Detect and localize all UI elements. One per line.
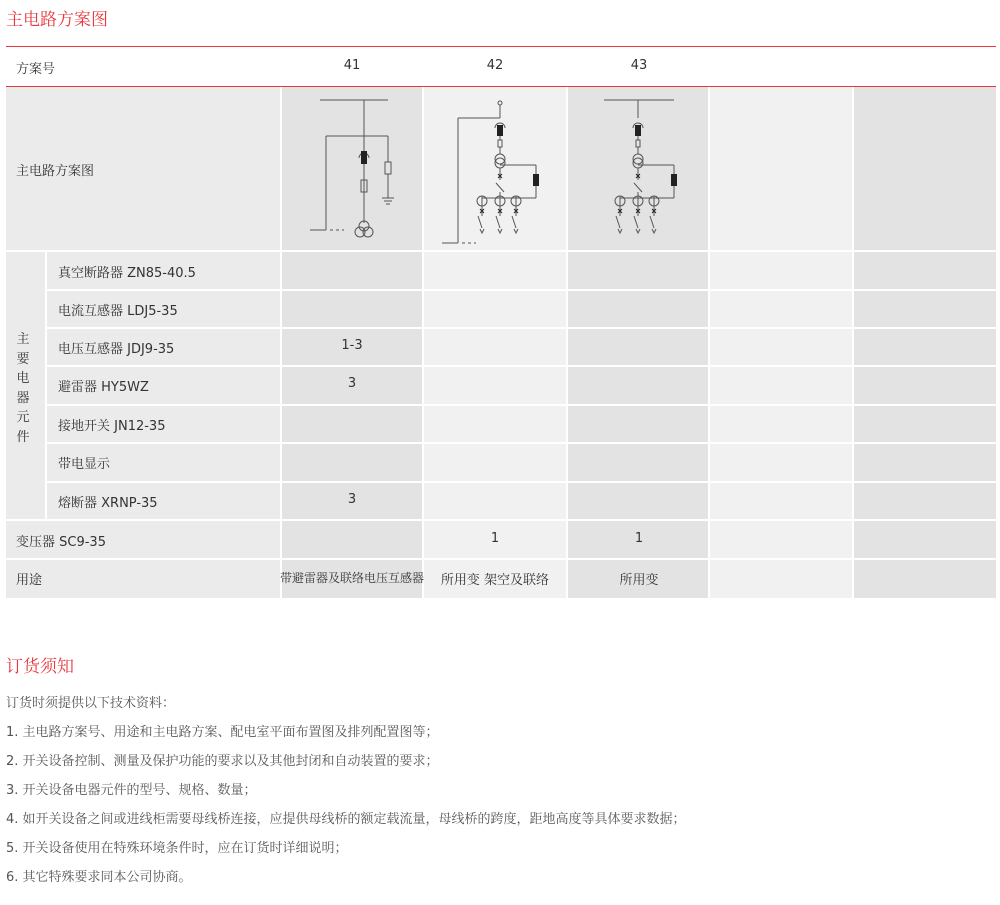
row-label-earthing-switch: 接地开关 JN12-35 xyxy=(58,419,166,434)
diagram-row-label: 主电路方案图 xyxy=(16,164,95,179)
page-title: 主电路方案图 xyxy=(6,10,108,30)
cell-vt-41: 1-3 xyxy=(341,338,363,353)
cell-transformer-43: 1 xyxy=(634,531,644,546)
note-item: 2. 开关设备控制、测量及保护功能的要求以及其他封闭和自动装置的要求； xyxy=(6,754,439,769)
row-sep xyxy=(47,327,996,329)
row-sep xyxy=(47,481,996,483)
row-label-vt: 电压互感器 JDJ9-35 xyxy=(58,342,175,357)
scheme-number-43: 43 xyxy=(630,58,648,73)
scheme-number-41: 41 xyxy=(343,58,361,73)
row-label-arrester: 避雷器 HY5WZ xyxy=(58,380,149,395)
row-sep xyxy=(6,250,996,252)
cell-fuse-41: 3 xyxy=(347,492,357,507)
note-item: 1. 主电路方案号、用途和主电路方案、配电室平面布置图及排列配置图等； xyxy=(6,725,439,740)
row-label-fuse: 熔断器 XRNP-35 xyxy=(58,496,158,511)
note-item: 3. 开关设备电器元件的型号、规格、数量； xyxy=(6,783,257,798)
row-sep xyxy=(47,365,996,367)
row-sep xyxy=(47,442,996,444)
title-divider xyxy=(6,46,996,47)
circuit-diagram-42 xyxy=(424,88,566,250)
circuit-diagram-41 xyxy=(282,88,422,250)
note-item: 6. 其它特殊要求同本公司协商。 xyxy=(6,870,192,885)
row-sep xyxy=(6,519,996,521)
col-sep xyxy=(708,87,710,598)
scheme-number-label: 方案号 xyxy=(16,62,56,77)
column-45-bg xyxy=(854,87,996,598)
notes-intro: 订货时须提供以下技术资料： xyxy=(6,696,176,711)
circuit-diagram-43 xyxy=(568,88,708,250)
group-sep xyxy=(45,252,47,520)
note-item: 4. 如开关设备之间或进线柜需要母线桥连接，应提供母线桥的额定载流量，母线桥的跨度，距地高度等具体要求数据； xyxy=(6,812,686,827)
row-label-live-display: 带电显示 xyxy=(58,457,111,472)
row-label-usage: 用途 xyxy=(16,573,43,588)
cell-usage-43: 所用变 xyxy=(619,573,659,588)
row-label-ct: 电流互感器 LDJ5-35 xyxy=(58,304,178,319)
row-sep xyxy=(6,558,996,560)
ordering-notes-title: 订货须知 xyxy=(6,657,74,677)
cell-transformer-42: 1 xyxy=(490,531,500,546)
cell-usage-42: 所用变 架空及联络 xyxy=(440,573,550,588)
col-sep xyxy=(852,87,854,598)
column-44-bg xyxy=(710,87,854,598)
cell-arrester-41: 3 xyxy=(347,376,357,391)
row-label-breaker: 真空断路器 ZN85-40.5 xyxy=(58,266,196,281)
row-sep xyxy=(47,404,996,406)
row-sep xyxy=(47,289,996,291)
row-label-transformer: 变压器 SC9-35 xyxy=(16,535,106,550)
note-item: 5. 开关设备使用在特殊环境条件时，应在订货时详细说明； xyxy=(6,841,348,856)
scheme-number-42: 42 xyxy=(486,58,504,73)
group-label-main-components: 主要电器元件 xyxy=(16,332,30,445)
cell-usage-41: 带避雷器及联络电压互感器 xyxy=(279,571,425,585)
